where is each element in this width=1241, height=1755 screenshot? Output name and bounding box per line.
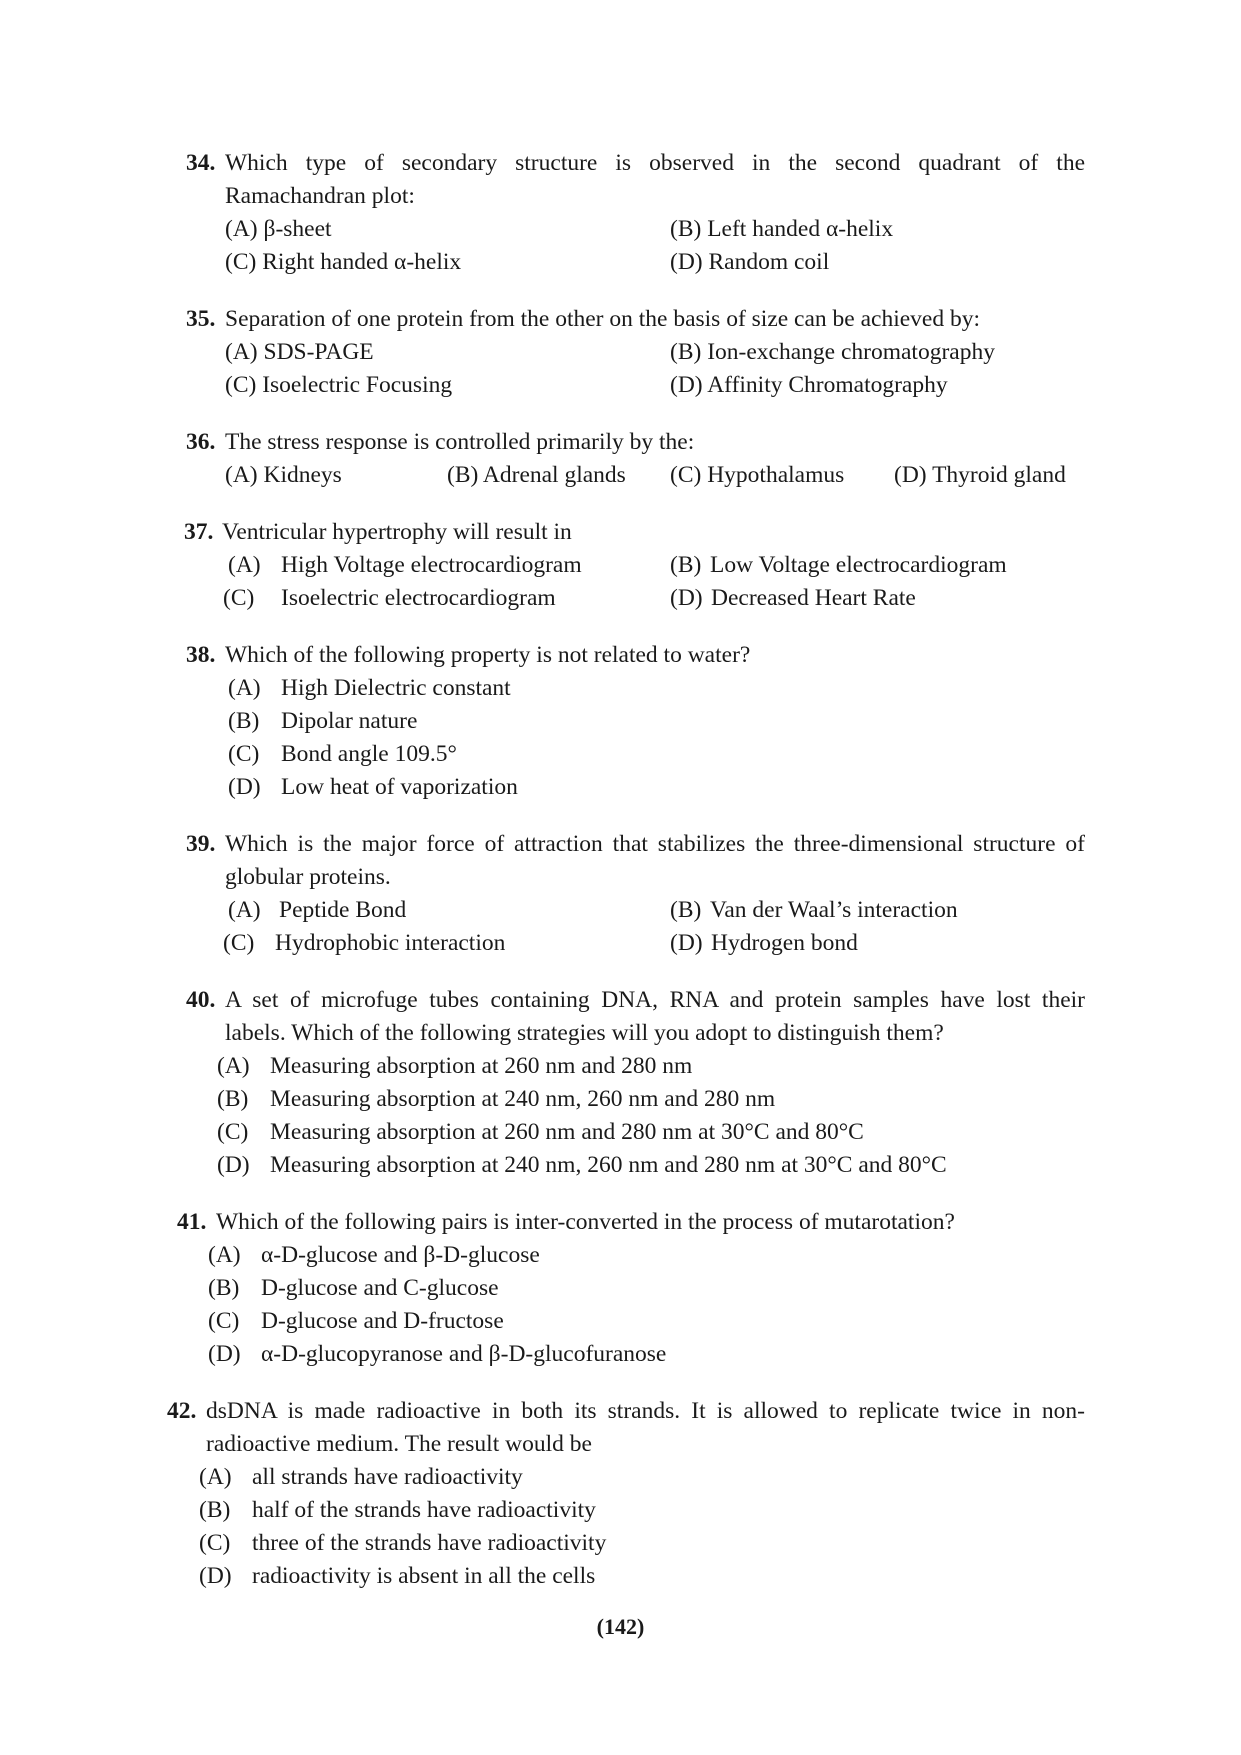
- question-stem-line: Ventricular hypertrophy will result in: [222, 519, 572, 545]
- option-d-label: (D): [670, 930, 703, 956]
- option-a: (A) SDS-PAGE: [225, 339, 374, 365]
- option-c-text: D-glucose and D-fructose: [261, 1308, 504, 1334]
- question-number: 35.: [186, 306, 216, 332]
- option-a: (A) Kidneys: [225, 462, 342, 488]
- option-c-text: Isoelectric electrocardiogram: [281, 585, 556, 611]
- option-a-label: (A): [228, 897, 261, 923]
- option-c-label: (C): [208, 1308, 240, 1334]
- option-c-label: (C): [223, 930, 255, 956]
- option-b: (B) Left handed α-helix: [670, 216, 894, 242]
- option-a-label: (A): [208, 1242, 241, 1268]
- option-b-text: Van der Waal’s interaction: [710, 897, 958, 923]
- option-d-text: Hydrogen bond: [711, 930, 858, 956]
- question-stem-line: Ramachandran plot:: [225, 183, 415, 209]
- question-number: 36.: [186, 429, 216, 455]
- option-b-text: Dipolar nature: [281, 708, 418, 734]
- option-b-text: Measuring absorption at 240 nm, 260 nm and 280 nm: [270, 1086, 776, 1112]
- option-a-label: (A): [199, 1464, 232, 1490]
- option-a-text: α-D-glucose and β-D-glucose: [261, 1242, 540, 1268]
- option-a-text: High Voltage electrocardiogram: [281, 552, 582, 578]
- option-d-label: (D): [228, 774, 261, 800]
- option-a-label: (A): [217, 1053, 250, 1079]
- option-a-label: (A): [228, 552, 261, 578]
- option-d: (D) Random coil: [670, 249, 830, 275]
- option-b-label: (B): [199, 1497, 231, 1523]
- question-number: 34.: [186, 150, 216, 176]
- option-c-label: (C): [199, 1530, 231, 1556]
- option-c-label: (C): [228, 741, 260, 767]
- option-d-label: (D): [670, 585, 703, 611]
- option-d-text: radioactivity is absent in all the cells: [252, 1563, 596, 1589]
- option-d-text: Measuring absorption at 240 nm, 260 nm and 280 nm at 30°C and 80°C: [270, 1152, 947, 1178]
- option-b: (B) Adrenal glands: [447, 462, 626, 488]
- option-c: (C) Right handed α-helix: [225, 249, 462, 275]
- option-a-text: High Dielectric constant: [281, 675, 511, 701]
- option-b-label: (B): [208, 1275, 240, 1301]
- option-c-label: (C): [223, 585, 255, 611]
- option-c-label: (C): [217, 1119, 249, 1145]
- question-stem-line: Which type of secondary structure is observed in the second quadrant of the: [225, 150, 1085, 176]
- option-c: (C) Hypothalamus: [670, 462, 845, 488]
- option-b-text: Low Voltage electrocardiogram: [710, 552, 1007, 578]
- option-d-label: (D): [208, 1341, 241, 1367]
- question-stem-line: Which is the major force of attraction that stabilizes the three-dimensional structure of: [225, 831, 1085, 857]
- question-number: 41.: [177, 1209, 207, 1235]
- option-d-text: Low heat of vaporization: [281, 774, 518, 800]
- option-b: (B) Ion-exchange chromatography: [670, 339, 995, 365]
- question-stem-line: Which of the following pairs is inter-converted in the process of mutarotation?: [216, 1209, 955, 1235]
- option-c-text: Bond angle 109.5°: [281, 741, 457, 767]
- option-b-label: (B): [228, 708, 260, 734]
- option-a-text: all strands have radioactivity: [252, 1464, 523, 1490]
- question-stem-line: globular proteins.: [225, 864, 391, 890]
- option-d-text: Decreased Heart Rate: [711, 585, 916, 611]
- question-number: 38.: [186, 642, 216, 668]
- question-stem-line: labels. Which of the following strategies will you adopt to distinguish them?: [225, 1020, 944, 1046]
- question-stem-line: The stress response is controlled primarily by the:: [225, 429, 695, 455]
- option-b-text: D-glucose and C-glucose: [261, 1275, 499, 1301]
- option-a-text: Peptide Bond: [279, 897, 407, 923]
- option-b-label: (B): [670, 897, 702, 923]
- question-stem-line: dsDNA is made radioactive in both its strands. It is allowed to replicate twice in non-: [206, 1398, 1085, 1424]
- question-number: 39.: [186, 831, 216, 857]
- option-a: (A) β-sheet: [225, 216, 332, 242]
- option-d-text: α-D-glucopyranose and β-D-glucofuranose: [261, 1341, 667, 1367]
- option-c-text: Hydrophobic interaction: [275, 930, 506, 956]
- question-stem-line: radioactive medium. The result would be: [206, 1431, 592, 1457]
- question-stem-line: Which of the following property is not related to water?: [225, 642, 751, 668]
- option-a-label: (A): [228, 675, 261, 701]
- option-b-text: half of the strands have radioactivity: [252, 1497, 596, 1523]
- question-stem-line: A set of microfuge tubes containing DNA, RNA and protein samples have lost their: [225, 987, 1085, 1013]
- option-c-text: three of the strands have radioactivity: [252, 1530, 607, 1556]
- option-d-label: (D): [199, 1563, 232, 1589]
- option-b-label: (B): [217, 1086, 249, 1112]
- option-d: (D) Thyroid gland: [894, 462, 1066, 488]
- question-number: 37.: [184, 519, 214, 545]
- option-a-text: Measuring absorption at 260 nm and 280 nm: [270, 1053, 693, 1079]
- question-number: 42.: [167, 1398, 197, 1424]
- option-c: (C) Isoelectric Focusing: [225, 372, 453, 398]
- question-stem-line: Separation of one protein from the other on the basis of size can be achieved by:: [225, 306, 981, 332]
- option-b-label: (B): [670, 552, 702, 578]
- option-d-label: (D): [217, 1152, 250, 1178]
- option-c-text: Measuring absorption at 260 nm and 280 nm at 30°C and 80°C: [270, 1119, 864, 1145]
- question-number: 40.: [186, 987, 216, 1013]
- page-number: (142): [596, 1614, 645, 1639]
- option-d: (D) Affinity Chromatography: [670, 372, 948, 398]
